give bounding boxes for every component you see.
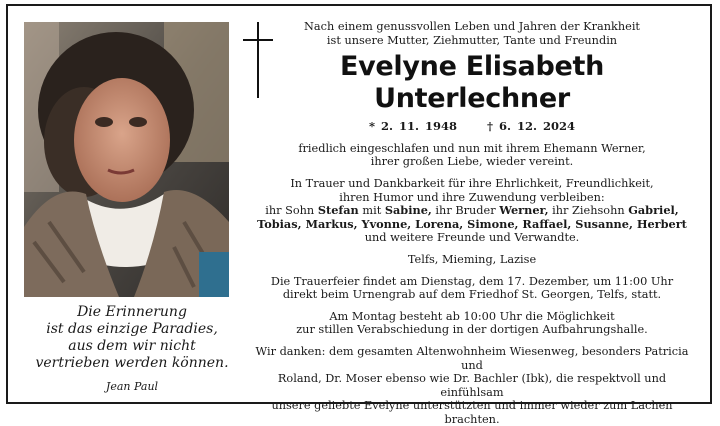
mourning-line: In Trauer und Dankbarkeit für ihre Ehrlichkeit, Freundlichkeit, bbox=[290, 176, 654, 190]
places: Telfs, Mieming, Lazise bbox=[407, 252, 537, 266]
mourners-names: Tobias, Markus, Yvonne, Lorena, Simone, Raffael, Susanne, Herbert bbox=[257, 216, 687, 231]
mourning-line: und weitere Freunde und Verwandte. bbox=[364, 231, 580, 245]
funeral-line: Die Trauerfeier findet am Dienstag, dem 17. Dezember, um 11:00 Uhr bbox=[270, 274, 674, 288]
farewell-line: Am Montag besteht ab 10:00 Uhr die Möglichkeit bbox=[329, 309, 615, 323]
quote-line: ist das einzige Paradies, bbox=[46, 321, 218, 337]
portrait-image bbox=[24, 22, 229, 297]
passed-line: friedlich eingeschlafen und nun mit ihrem Ehemann Werner, bbox=[298, 141, 646, 155]
quote-author: Jean Paul bbox=[105, 380, 159, 393]
passed-line: ihrer großen Liebe, wieder vereint. bbox=[370, 155, 574, 169]
intro-line: Nach einem genussvollen Leben und Jahren der Krankheit bbox=[304, 20, 640, 33]
mourners-line: ihr Sohn Stefan mit Sabine, ihr Bruder Werner, ihr Ziehsohn Gabriel, bbox=[265, 203, 679, 218]
portrait-photo bbox=[24, 22, 229, 297]
thanks-line: Roland, Dr. Moser ebenso wie Dr. Bachler (Ibk), die respektvoll und einfühlsam bbox=[277, 372, 667, 399]
thanks-line: unsere geliebte Evelyne unterstützten und immer wieder zum Lachen brachten. bbox=[271, 399, 673, 426]
mourning-line: ihren Humor und ihre Zuwendung verbleiben: bbox=[339, 190, 605, 204]
quote-line: vertrieben werden können. bbox=[35, 355, 229, 371]
farewell-line: zur stillen Verabschiedung in der dortigen Aufbahrungshalle. bbox=[296, 323, 648, 337]
deceased-first-names: Evelyne Elisabeth bbox=[339, 51, 605, 83]
death-date: † 6. 12. 2024 bbox=[487, 119, 576, 134]
thanks-line: Wir danken: dem gesamten Altenwohnheim Wiesenweg, besonders Patricia und bbox=[255, 344, 689, 372]
quote-line: Die Erinnerung bbox=[77, 304, 187, 320]
intro-line: ist unsere Mutter, Ziehmutter, Tante und Freundin bbox=[326, 33, 618, 47]
deceased-surname: Unterlechner bbox=[374, 83, 570, 115]
funeral-line: direkt beim Urnengrab auf dem Friedhof St. Georgen, Telfs, statt. bbox=[282, 288, 662, 302]
quote-line: aus dem wir nicht bbox=[68, 338, 196, 354]
quote-block bbox=[28, 304, 236, 395]
life-dates bbox=[248, 120, 696, 134]
birth-date: * 2. 11. 1948 bbox=[368, 119, 457, 134]
notice-text bbox=[248, 20, 696, 426]
